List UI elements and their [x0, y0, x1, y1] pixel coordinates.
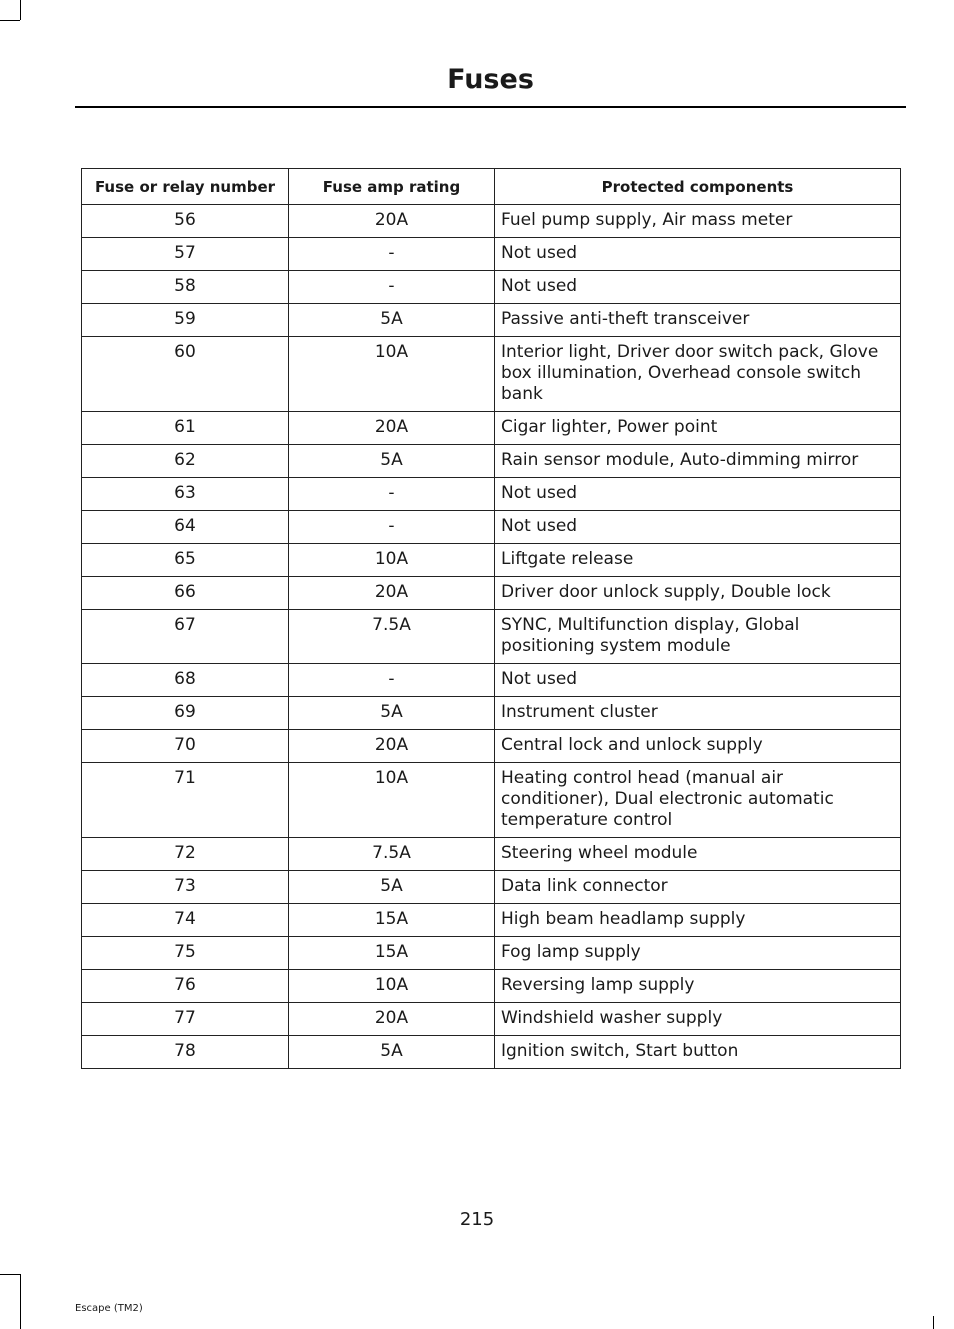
fuse-number-cell: 77 [82, 1003, 289, 1036]
table-row [82, 730, 901, 763]
page-title: Fuses [447, 64, 534, 95]
table-row [82, 970, 901, 1003]
protected-components-cell: Liftgate release [495, 544, 901, 577]
table-row [82, 445, 901, 478]
protected-components-cell: Fog lamp supply [495, 937, 901, 970]
protected-components-cell: Steering wheel module [495, 838, 901, 871]
page-number: 215 [459, 1209, 495, 1230]
table-row [82, 697, 901, 730]
fuse-number-cell: 65 [82, 544, 289, 577]
amp-rating-cell: 7.5A [289, 838, 495, 871]
fuse-number-cell: 76 [82, 970, 289, 1003]
amp-rating-cell: 15A [289, 904, 495, 937]
amp-rating-cell: 5A [289, 304, 495, 337]
fuse-number-cell: 61 [82, 412, 289, 445]
fuse-number-cell: 78 [82, 1036, 289, 1069]
protected-components-cell: Not used [495, 664, 901, 697]
protected-components-cell: Driver door unlock supply, Double lock [495, 577, 901, 610]
amp-rating-cell: 10A [289, 337, 495, 412]
fuse-number-cell: 73 [82, 871, 289, 904]
fuse-number-cell: 71 [82, 763, 289, 838]
amp-rating-cell: 5A [289, 871, 495, 904]
fuse-number-cell: 62 [82, 445, 289, 478]
amp-rating-cell: - [289, 271, 495, 304]
fuse-number-cell: 68 [82, 664, 289, 697]
protected-components-cell: Data link connector [495, 871, 901, 904]
crop-mark [20, 0, 21, 20]
table-row [82, 577, 901, 610]
table-row [82, 511, 901, 544]
table-row [82, 838, 901, 871]
table-row [82, 871, 901, 904]
fuse-number-cell: 69 [82, 697, 289, 730]
table-row [82, 205, 901, 238]
table-header-row [82, 169, 901, 205]
amp-rating-cell: 10A [289, 544, 495, 577]
fuse-number-cell: 70 [82, 730, 289, 763]
amp-rating-cell: 5A [289, 445, 495, 478]
table-row [82, 1003, 901, 1036]
protected-components-cell: Windshield washer supply [495, 1003, 901, 1036]
protected-components-cell: Instrument cluster [495, 697, 901, 730]
fuse-number-cell: 67 [82, 610, 289, 664]
amp-rating-cell: - [289, 664, 495, 697]
table-row [82, 238, 901, 271]
protected-components-cell: Ignition switch, Start button [495, 1036, 901, 1069]
amp-rating-cell: 5A [289, 1036, 495, 1069]
fuse-table [81, 168, 901, 1069]
amp-rating-cell: 7.5A [289, 610, 495, 664]
fuse-number-cell: 66 [82, 577, 289, 610]
footer-model: Escape (TM2) [75, 1303, 143, 1314]
protected-components-cell: Fuel pump supply, Air mass meter [495, 205, 901, 238]
amp-rating-cell: 20A [289, 577, 495, 610]
amp-rating-cell: 20A [289, 730, 495, 763]
fuse-number-cell: 74 [82, 904, 289, 937]
fuse-number-cell: 60 [82, 337, 289, 412]
fuse-number-cell: 63 [82, 478, 289, 511]
table-row [82, 478, 901, 511]
protected-components-cell: Central lock and unlock supply [495, 730, 901, 763]
fuse-number-cell: 57 [82, 238, 289, 271]
table-row [82, 412, 901, 445]
amp-rating-cell: 15A [289, 937, 495, 970]
header-fuse-number: Fuse or relay number [82, 169, 289, 205]
amp-rating-cell: - [289, 238, 495, 271]
crop-mark [20, 1274, 21, 1329]
table-body [82, 205, 901, 1069]
protected-components-cell: Interior light, Driver door switch pack, Glove box illumination, Overhead console switch bank [495, 337, 901, 412]
crop-mark [0, 20, 20, 21]
protected-components-cell: Not used [495, 478, 901, 511]
protected-components-cell: High beam headlamp supply [495, 904, 901, 937]
protected-components-cell: Not used [495, 238, 901, 271]
fuse-number-cell: 59 [82, 304, 289, 337]
table-row [82, 610, 901, 664]
table-row [82, 544, 901, 577]
table-row [82, 904, 901, 937]
table-row [82, 664, 901, 697]
title-rule [75, 106, 906, 108]
protected-components-cell: Cigar lighter, Power point [495, 412, 901, 445]
amp-rating-cell: 10A [289, 763, 495, 838]
protected-components-cell: SYNC, Multifunction display, Global positioning system module [495, 610, 901, 664]
table-row [82, 304, 901, 337]
header-protected-components: Protected components [495, 169, 901, 205]
protected-components-cell: Not used [495, 271, 901, 304]
amp-rating-cell: - [289, 511, 495, 544]
header-amp-rating: Fuse amp rating [289, 169, 495, 205]
amp-rating-cell: 20A [289, 205, 495, 238]
fuse-number-cell: 56 [82, 205, 289, 238]
fuse-number-cell: 58 [82, 271, 289, 304]
table-row [82, 937, 901, 970]
amp-rating-cell: 20A [289, 412, 495, 445]
protected-components-cell: Reversing lamp supply [495, 970, 901, 1003]
crop-mark [0, 1274, 20, 1275]
protected-components-cell: Not used [495, 511, 901, 544]
amp-rating-cell: 10A [289, 970, 495, 1003]
fuse-number-cell: 64 [82, 511, 289, 544]
table-row [82, 763, 901, 838]
protected-components-cell: Heating control head (manual air conditioner), Dual electronic automatic temperature control [495, 763, 901, 838]
table-row [82, 1036, 901, 1069]
protected-components-cell: Rain sensor module, Auto-dimming mirror [495, 445, 901, 478]
table-row [82, 271, 901, 304]
amp-rating-cell: - [289, 478, 495, 511]
fuse-number-cell: 75 [82, 937, 289, 970]
protected-components-cell: Passive anti-theft transceiver [495, 304, 901, 337]
table-row [82, 337, 901, 412]
fuse-number-cell: 72 [82, 838, 289, 871]
crop-mark [933, 1316, 934, 1329]
amp-rating-cell: 5A [289, 697, 495, 730]
amp-rating-cell: 20A [289, 1003, 495, 1036]
